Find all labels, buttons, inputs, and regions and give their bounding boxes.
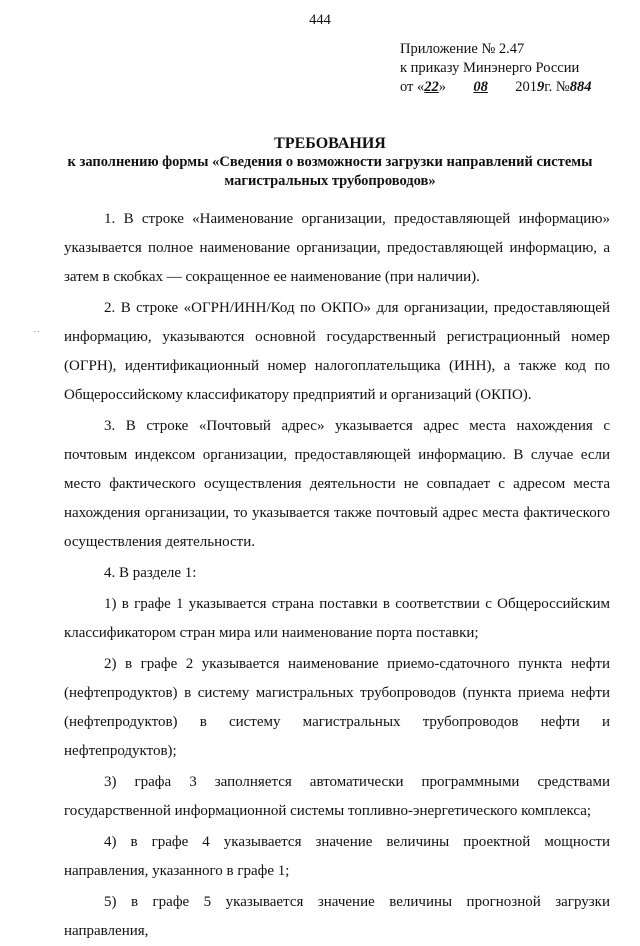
date-month: 08	[473, 79, 488, 95]
order-number: 884	[569, 79, 592, 95]
paragraph-2: 2. В строке «ОГРН/ИНН/Код по ОКПО» для организации, предоставляющей информацию, указываются основной государственный регистрационный номер (ОГРН), идентификационный номер налогоплательщика (ИНН), а также код по Общероссийскому классификатору предприятий и организаций (ОКПО).	[64, 300, 610, 403]
paragraph-1: 1. В строке «Наименование организации, предоставляющей информацию» указывается полное наименование организации, предоставляющей информацию, а затем в скобках — сокращенное ее наименование (при наличии).	[64, 211, 610, 285]
number-prefix: г. №	[544, 79, 570, 95]
date-prefix: от «	[400, 79, 425, 95]
page-number: 444	[309, 12, 331, 28]
paragraph-3: 3. В строке «Почтовый адрес» указывается адрес места нахождения с почтовым индексом организации, предоставляющей информацию. В случае если место фактического осуществления деятельности не совпадает с адресом места нахождения организации, то указывается также почтовый адрес места фактического осуществления деятельности.	[64, 418, 610, 550]
paragraph-4-3: 3) графа 3 заполняется автоматически программными средствами государственной информационной системы топливно-энергетического комплекса;	[64, 774, 610, 819]
margin-mark: ··	[33, 326, 41, 338]
document-body	[64, 205, 610, 946]
paragraph-4-4: 4) в графе 4 указывается значение величины проектной мощности направления, указанного в графе 1;	[64, 834, 610, 879]
paragraph-4: 4. В разделе 1:	[104, 565, 197, 581]
appendix-date-line	[400, 78, 610, 97]
title-subtitle: к заполнению формы «Сведения о возможности загрузки направлений системы магистральных трубопроводов»	[67, 154, 593, 189]
date-year-digit: 9	[537, 79, 545, 95]
appendix-order: к приказу Минэнерго России	[400, 60, 580, 76]
paragraph-4-1: 1) в графе 1 указывается страна поставки в соответствии с Общероссийским классификатором стран мира или наименование порта поставки;	[64, 596, 610, 641]
title-main: ТРЕБОВАНИЯ	[274, 135, 386, 152]
date-year-prefix: 201	[511, 79, 538, 95]
paragraph-4-5: 5) в графе 5 указывается значение величины прогнозной загрузки направления,	[64, 894, 610, 939]
appendix-title: Приложение № 2.47	[400, 41, 525, 57]
appendix-header	[400, 40, 610, 97]
paragraph-4-2: 2) в графе 2 указывается наименование приемо-сдаточного пункта нефти (нефтепродуктов) в систему магистральных трубопроводов (пункта приема нефти (нефтепродуктов) в систему магистральных трубопроводов нефти и нефтепродуктов);	[64, 656, 610, 759]
document-title	[40, 134, 620, 191]
date-day: 22	[424, 79, 439, 95]
date-sep: »	[438, 79, 450, 95]
